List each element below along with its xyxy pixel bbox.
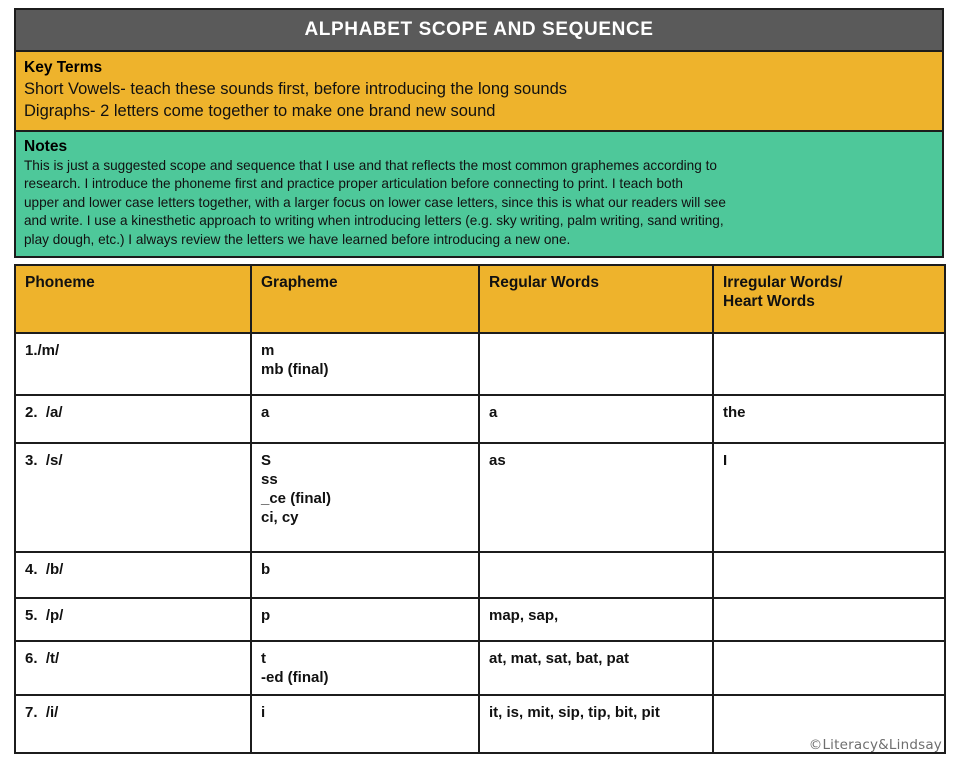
copyright-watermark: ©Literacy&Lindsay bbox=[808, 737, 942, 753]
cell-grapheme bbox=[251, 695, 479, 753]
cell-text-line: ss bbox=[261, 471, 278, 489]
cell-text-line: as bbox=[489, 452, 506, 470]
cell-text-line bbox=[723, 341, 935, 360]
cell-text-line: a bbox=[489, 404, 498, 422]
cell-phoneme bbox=[15, 333, 251, 395]
cell-regular-words bbox=[479, 695, 713, 753]
cell-text-line: ci, cy bbox=[261, 509, 299, 527]
cell-text-line: Heart Words bbox=[723, 293, 815, 311]
table-row bbox=[15, 552, 945, 598]
cell-text-line bbox=[723, 560, 935, 579]
cell-text-line: m bbox=[261, 342, 275, 360]
column-header-phoneme bbox=[15, 265, 251, 333]
notes-line: and write. I use a kinesthetic approach to writing when introducing letters (e.g. sky writing, palm writing, sand writing, bbox=[24, 213, 724, 229]
cell-text-line: 5. /p/ bbox=[25, 607, 64, 625]
cell-text-line: the bbox=[723, 404, 746, 422]
cell-text-line: -ed (final) bbox=[261, 669, 329, 687]
cell-irregular-words bbox=[713, 443, 945, 552]
cell-text-line: Phoneme bbox=[25, 274, 95, 292]
worksheet-sheet bbox=[14, 8, 944, 754]
cell-phoneme bbox=[15, 395, 251, 443]
cell-text-line: it, is, mit, sip, tip, bit, pit bbox=[489, 704, 660, 722]
cell-text-line: i bbox=[261, 704, 266, 722]
cell-text-line: map, sap, bbox=[489, 607, 559, 625]
key-terms-line: Digraphs- 2 letters come together to make one brand new sound bbox=[24, 102, 496, 120]
key-terms-heading: Key Terms bbox=[24, 59, 103, 76]
cell-regular-words bbox=[479, 552, 713, 598]
cell-text-line bbox=[723, 703, 935, 722]
page-title: ALPHABET SCOPE AND SEQUENCE bbox=[304, 19, 654, 40]
cell-text-line: p bbox=[261, 607, 271, 625]
cell-grapheme bbox=[251, 552, 479, 598]
cell-text-line: at, mat, sat, bat, pat bbox=[489, 650, 630, 668]
table-row bbox=[15, 641, 945, 695]
cell-regular-words bbox=[479, 641, 713, 695]
scope-and-sequence-table bbox=[14, 264, 946, 754]
cell-text-line: Grapheme bbox=[261, 274, 338, 292]
notes-line: play dough, etc.) I always review the letters we have learned before introducing a new one. bbox=[24, 231, 571, 247]
cell-phoneme bbox=[15, 443, 251, 552]
cell-text-line bbox=[723, 649, 935, 668]
table-row bbox=[15, 395, 945, 443]
cell-text-line: 2. /a/ bbox=[25, 404, 63, 422]
cell-text-line: _ce (final) bbox=[261, 490, 332, 508]
cell-regular-words bbox=[479, 395, 713, 443]
cell-text-line: 4. /b/ bbox=[25, 561, 64, 579]
cell-regular-words bbox=[479, 443, 713, 552]
cell-text-line bbox=[723, 606, 935, 625]
cell-text-line bbox=[489, 560, 703, 579]
table-row bbox=[15, 598, 945, 641]
cell-text-line: 3. /s/ bbox=[25, 452, 63, 470]
cell-grapheme bbox=[251, 598, 479, 641]
cell-text-line: I bbox=[723, 452, 728, 470]
table-row bbox=[15, 695, 945, 753]
cell-text-line: t bbox=[261, 650, 266, 668]
column-header-regular-words bbox=[479, 265, 713, 333]
cell-phoneme bbox=[15, 598, 251, 641]
cell-text-line: a bbox=[261, 404, 270, 422]
cell-text-line bbox=[489, 341, 703, 360]
cell-text-line: 7. /i/ bbox=[25, 704, 59, 722]
cell-text-line: 1./m/ bbox=[25, 342, 60, 360]
cell-regular-words bbox=[479, 333, 713, 395]
key-terms-section bbox=[14, 52, 944, 132]
cell-phoneme bbox=[15, 552, 251, 598]
cell-grapheme bbox=[251, 333, 479, 395]
column-header-grapheme bbox=[251, 265, 479, 333]
notes-line: This is just a suggested scope and sequence that I use and that reflects the most common graphemes according to bbox=[24, 158, 717, 173]
cell-text-line: Regular Words bbox=[489, 274, 599, 292]
notes-section bbox=[14, 132, 944, 258]
cell-irregular-words bbox=[713, 552, 945, 598]
cell-irregular-words bbox=[713, 641, 945, 695]
notes-line: research. I introduce the phoneme first and practice proper articulation before connecting to print. I teach both bbox=[24, 176, 683, 192]
cell-text-line: S bbox=[261, 452, 272, 470]
cell-text-line: Irregular Words/ bbox=[723, 274, 843, 292]
cell-grapheme bbox=[251, 641, 479, 695]
notes-line: upper and lower case letters together, with a larger focus on lower case letters, since this is what our readers will see bbox=[24, 194, 726, 210]
cell-text-line: 6. /t/ bbox=[25, 650, 60, 668]
table-header-row bbox=[15, 265, 945, 333]
cell-text-line: mb (final) bbox=[261, 361, 329, 379]
key-terms-line: Short Vowels- teach these sounds first, before introducing the long sounds bbox=[24, 80, 567, 98]
cell-irregular-words bbox=[713, 333, 945, 395]
document-title-band bbox=[14, 8, 944, 52]
cell-text-line: b bbox=[261, 561, 271, 579]
table-row bbox=[15, 333, 945, 395]
cell-phoneme bbox=[15, 695, 251, 753]
table-row bbox=[15, 443, 945, 552]
cell-irregular-words bbox=[713, 598, 945, 641]
notes-heading: Notes bbox=[24, 138, 68, 155]
cell-grapheme bbox=[251, 443, 479, 552]
cell-irregular-words bbox=[713, 395, 945, 443]
column-header-irregular-words bbox=[713, 265, 945, 333]
cell-regular-words bbox=[479, 598, 713, 641]
cell-grapheme bbox=[251, 395, 479, 443]
cell-phoneme bbox=[15, 641, 251, 695]
